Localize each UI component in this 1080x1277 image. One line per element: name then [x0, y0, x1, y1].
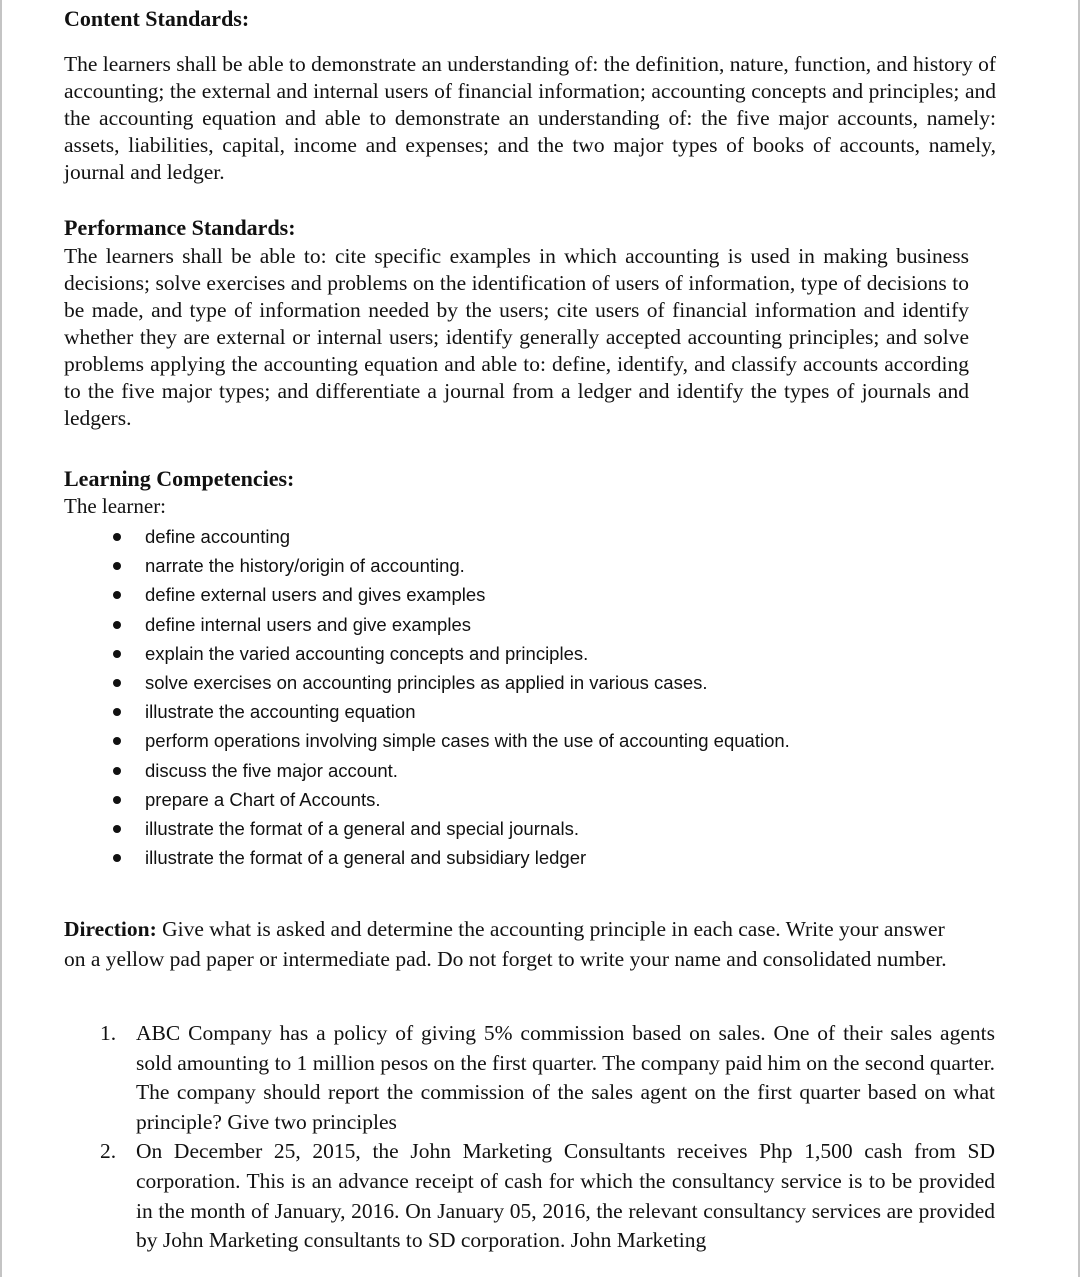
bullet-icon	[113, 591, 121, 599]
direction-label: Direction:	[64, 917, 157, 941]
competency-text: define internal users and give examples	[145, 613, 471, 635]
competency-text: illustrate the accounting equation	[145, 701, 416, 723]
competency-text: perform operations involving simple cases with the use of accounting equation.	[145, 730, 790, 752]
bullet-icon	[113, 825, 121, 833]
content-standards-text: The learners shall be able to demonstrate an understanding of: the definition, nature, function, and history of accounting; the external and internal users of financial information; accounting concepts and principles; and the accounting equation and able to demonstrate an understanding of: the five major accounts, namely: assets, liabilities, capital, income and expenses; and the two major types of books of accounts, namely, journal and ledger.	[64, 52, 996, 184]
bullet-icon	[113, 737, 121, 745]
question-item	[100, 1137, 995, 1255]
bullet-icon	[113, 796, 121, 804]
competency-text: define external users and gives examples	[145, 584, 486, 606]
bullet-icon	[113, 533, 121, 541]
question-number: 1.	[100, 1021, 117, 1045]
competency-text: illustrate the format of a general and subsidiary ledger	[145, 847, 587, 869]
bullet-icon	[113, 621, 121, 629]
learning-competencies-intro: The learner:	[64, 494, 167, 518]
competency-text: define accounting	[145, 526, 291, 547]
page-edge-left	[0, 0, 2, 1277]
learning-competencies-heading: Learning Competencies:	[64, 466, 295, 491]
question-text: On December 25, 2015, the John Marketing Consultants receives Php 1,500 cash from SD corporation. This is an advance receipt of cash for which the consultancy service is to be provided in the month of January, 2016. On January 05, 2016, the relevant consultancy services are provided by John Marketing consultants to SD corporation. John Marketing	[136, 1139, 995, 1253]
competency-text: discuss the five major account.	[145, 759, 398, 781]
question-list	[100, 1019, 995, 1256]
question-item	[100, 1019, 995, 1137]
bullet-icon	[113, 562, 121, 570]
bullet-icon	[113, 708, 121, 716]
direction-paragraph	[64, 915, 969, 974]
competency-text: illustrate the format of a general and special journals.	[145, 817, 579, 839]
bullet-icon	[113, 650, 121, 658]
bullet-icon	[113, 767, 121, 775]
bullet-icon	[113, 679, 121, 687]
competency-text: solve exercises on accounting principles as applied in various cases.	[145, 671, 708, 693]
competency-text: explain the varied accounting concepts and principles.	[145, 642, 589, 664]
performance-standards-heading: Performance Standards:	[64, 215, 296, 240]
performance-standards-text: The learners shall be able to: cite specific examples in which accounting is used in making business decisions; solve exercises and problems on the identification of users of information, type of decisions to be made, and type of information needed by the users; cite users of financial information and identify whether they are external or internal users; identify generally accepted accounting principles; and solve problems applying the accounting equation and able to: define, identify, and classify accounts according to the five major types; and differentiate a journal from a ledger and identify the types of journals and ledgers.	[64, 244, 969, 430]
competency-text: prepare a Chart of Accounts.	[145, 788, 381, 810]
direction-text: Give what is asked and determine the accounting principle in each case. Write your answer on a yellow pad paper or intermediate pad. Do not forget to write your name and consolidated number.	[64, 917, 947, 971]
question-number: 2.	[100, 1139, 117, 1164]
competency-text: narrate the history/origin of accounting.	[145, 555, 465, 577]
bullet-icon	[113, 854, 121, 862]
question-text: ABC Company has a policy of giving 5% commission based on sales. One of their sales agents sold amounting to 1 million pesos on the first quarter. The company paid him on the second quarter. The company should report the commission of the sales agent on the first quarter based on what principle? Give two principles	[136, 1021, 995, 1134]
content-standards-heading: Content Standards:	[64, 6, 250, 31]
